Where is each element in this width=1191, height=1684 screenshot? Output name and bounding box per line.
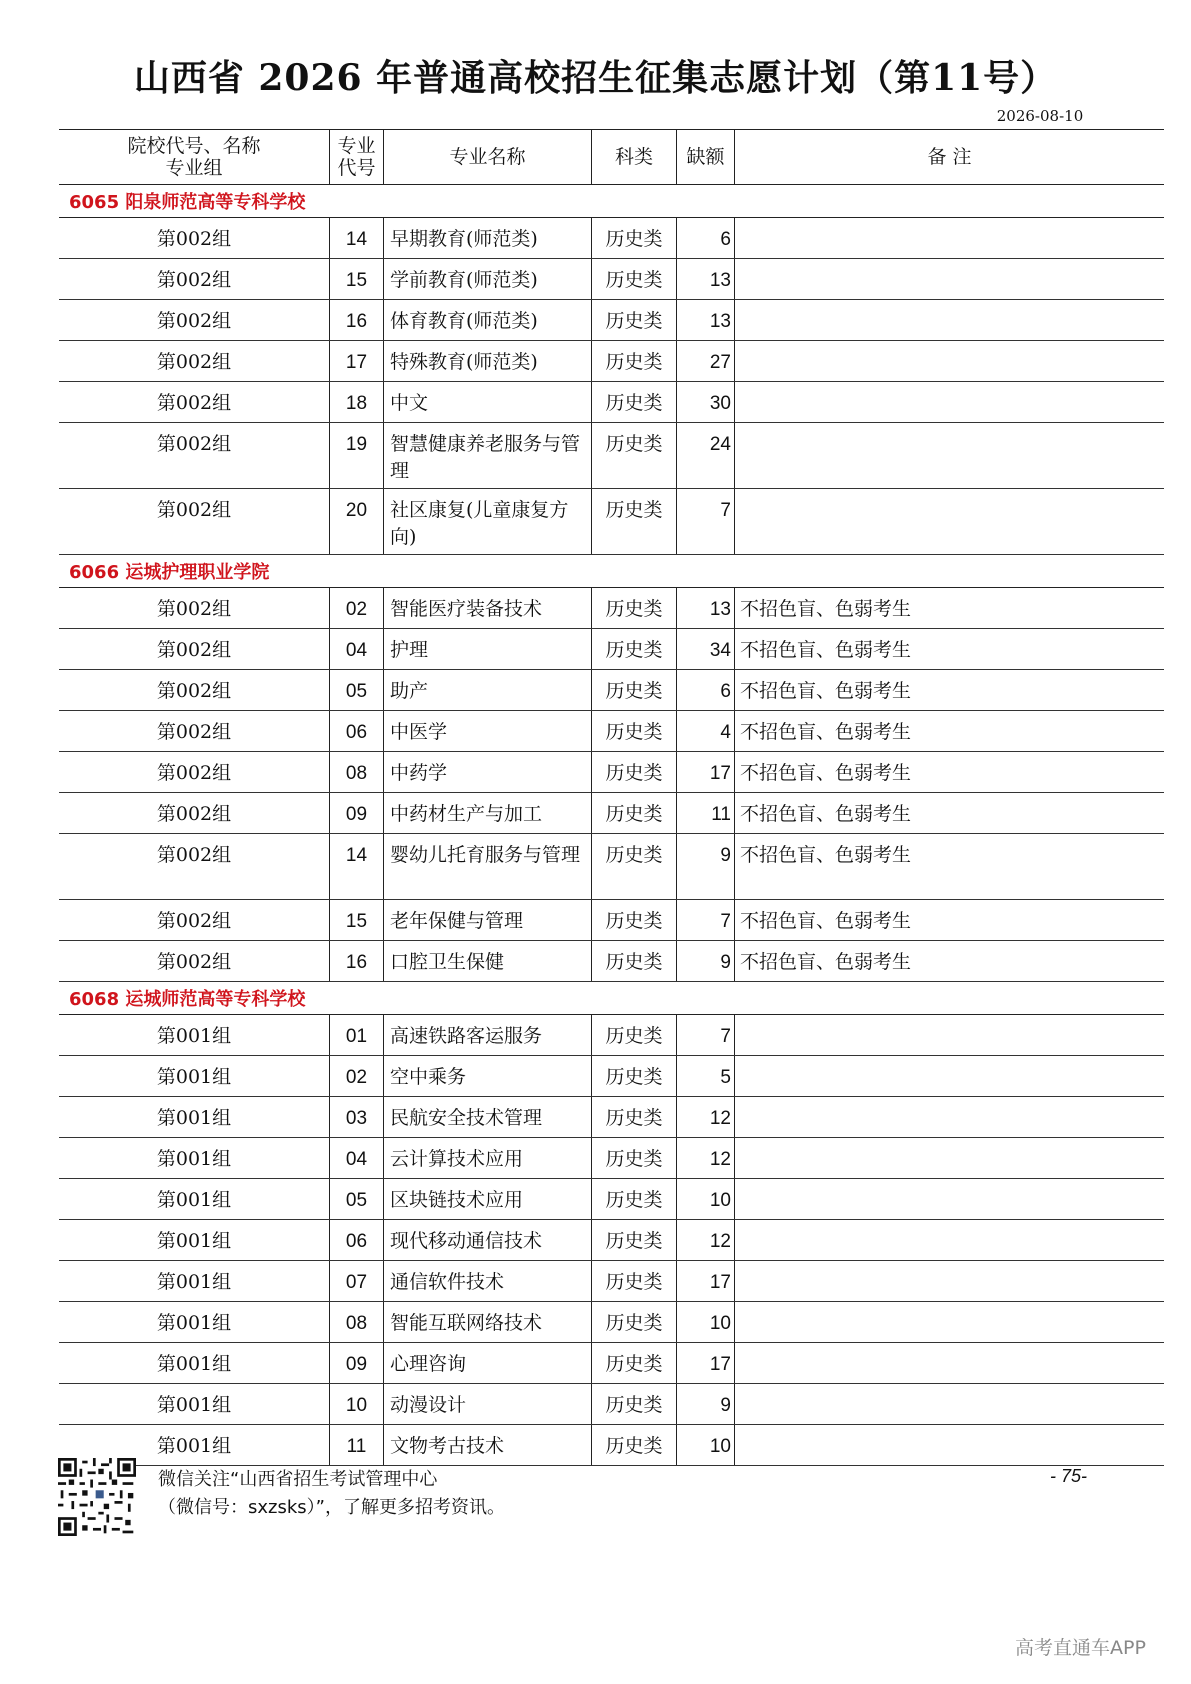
quota-cell: 12 [677,1097,735,1137]
major-code-cell: 10 [330,1384,384,1424]
remarks-cell [735,218,1164,258]
remarks-cell: 不招色盲、色弱考生 [740,762,912,784]
table-row [59,900,1164,941]
category-cell: 历史类 [592,941,677,981]
major-name-cell: 社区康复(儿童康复方向) [384,489,592,554]
group-cell: 第001组 [59,1179,330,1219]
table-row [59,1343,1164,1384]
quota-cell: 30 [677,382,735,422]
table-row [59,1302,1164,1343]
remarks-cell: 不招色盲、色弱考生 [740,803,912,825]
major-name-cell: 现代移动通信技术 [384,1220,592,1260]
group-cell: 第001组 [59,1138,330,1178]
table-header [59,129,1164,185]
major-name-cell: 区块链技术应用 [384,1179,592,1219]
group-cell: 第002组 [59,752,330,792]
group-cell: 第002组 [59,259,330,299]
major-code-cell: 19 [330,423,384,488]
major-name-cell: 通信软件技术 [384,1261,592,1301]
category-cell: 历史类 [592,1138,677,1178]
page-title: 山西省 2026 年普通高校招生征集志愿计划（第11号） [133,57,1058,99]
major-name-cell: 高速铁路客运服务 [384,1015,592,1055]
major-code-cell: 16 [330,300,384,340]
quota-cell: 7 [677,900,735,940]
header-remarks: 备 注 [927,146,972,168]
category-cell: 历史类 [592,1056,677,1096]
category-cell: 历史类 [592,1179,677,1219]
group-cell: 第002组 [59,382,330,422]
header-major-code-text: 专业 代号 [337,135,376,179]
table-row [59,423,1164,489]
category-cell: 历史类 [592,670,677,710]
category-cell: 历史类 [592,711,677,751]
table-row [59,941,1164,982]
remarks-cell: 不招色盲、色弱考生 [740,639,912,661]
remarks-cell [735,1220,1164,1260]
group-cell: 第002组 [59,300,330,340]
header-category: 科类 [592,130,677,184]
major-name-cell: 文物考古技术 [384,1425,592,1465]
quota-cell: 10 [677,1302,735,1342]
table-row [59,1425,1164,1466]
major-code-cell: 17 [330,341,384,381]
quota-cell: 13 [677,259,735,299]
major-name-cell: 助产 [384,670,592,710]
table-row [59,489,1164,555]
group-cell: 第001组 [59,1384,330,1424]
group-cell: 第002组 [59,941,330,981]
category-cell: 历史类 [592,259,677,299]
table-row [59,341,1164,382]
quota-cell: 10 [677,1425,735,1465]
remarks-cell [735,1384,1164,1424]
remarks-cell [735,489,1164,554]
school-section-header: 6068 运城师范高等专科学校 [59,982,1164,1015]
quota-cell: 17 [677,752,735,792]
page-number: - 75- [1050,1466,1088,1486]
group-cell: 第002组 [59,629,330,669]
quota-cell: 9 [677,941,735,981]
remarks-cell [735,423,1164,488]
table-row [59,711,1164,752]
remarks-cell [735,1015,1164,1055]
quota-cell: 17 [677,1261,735,1301]
category-cell: 历史类 [592,423,677,488]
header-school-group [59,130,330,184]
table-body [59,185,1164,1466]
table-row [59,1097,1164,1138]
group-cell: 第002组 [59,423,330,488]
major-name-cell: 智能医疗装备技术 [384,588,592,628]
table-row [59,1261,1164,1302]
major-code-cell: 05 [330,1179,384,1219]
quota-cell: 12 [677,1138,735,1178]
group-cell: 第002组 [59,341,330,381]
table-row [59,834,1164,900]
major-name-cell: 学前教育(师范类) [384,259,592,299]
quota-cell: 6 [677,218,735,258]
group-cell: 第001组 [59,1097,330,1137]
category-cell: 历史类 [592,752,677,792]
category-cell: 历史类 [592,382,677,422]
table-row [59,382,1164,423]
major-name-cell: 中文 [384,382,592,422]
group-cell: 第002组 [59,711,330,751]
group-cell: 第001组 [59,1343,330,1383]
header-quota: 缺额 [677,130,735,184]
table-row [59,1179,1164,1220]
category-cell: 历史类 [592,1425,677,1465]
category-cell: 历史类 [592,1220,677,1260]
group-cell: 第002组 [59,793,330,833]
quota-cell: 10 [677,1179,735,1219]
category-cell: 历史类 [592,1343,677,1383]
quota-cell: 24 [677,423,735,488]
major-code-cell: 09 [330,1343,384,1383]
major-code-cell: 15 [330,900,384,940]
table-row [59,259,1164,300]
quota-cell: 4 [677,711,735,751]
remarks-cell [735,382,1164,422]
table-row [59,1220,1164,1261]
footer-line-2: （微信号：sxzsks）”，了解更多招考资讯。 [158,1497,505,1518]
category-cell: 历史类 [592,1261,677,1301]
major-code-cell: 08 [330,752,384,792]
group-cell: 第001组 [59,1015,330,1055]
group-cell: 第002组 [59,834,330,899]
remarks-cell [735,1179,1164,1219]
group-cell: 第002组 [59,588,330,628]
major-name-cell: 护理 [384,629,592,669]
watermark: 高考直通车APP [1015,1637,1146,1659]
remarks-cell [735,1138,1164,1178]
major-name-cell: 口腔卫生保健 [384,941,592,981]
major-code-cell: 07 [330,1261,384,1301]
major-code-cell: 04 [330,1138,384,1178]
enrollment-table [59,129,1164,1466]
group-cell: 第002组 [59,218,330,258]
category-cell: 历史类 [592,834,677,899]
table-row [59,588,1164,629]
qr-code-icon [58,1458,136,1536]
major-name-cell: 中药材生产与加工 [384,793,592,833]
major-code-cell: 08 [330,1302,384,1342]
major-name-cell: 智慧健康养老服务与管理 [384,423,592,488]
remarks-cell: 不招色盲、色弱考生 [740,951,912,973]
group-cell: 第002组 [59,670,330,710]
major-code-cell: 14 [330,834,384,899]
quota-cell: 9 [677,1384,735,1424]
category-cell: 历史类 [592,341,677,381]
quota-cell: 7 [677,489,735,554]
table-row [59,300,1164,341]
major-code-cell: 20 [330,489,384,554]
quota-cell: 7 [677,1015,735,1055]
quota-cell: 6 [677,670,735,710]
group-cell: 第001组 [59,1425,330,1465]
publish-date: 2026-08-10 [996,107,1084,125]
remarks-cell [735,1343,1164,1383]
group-cell: 第001组 [59,1220,330,1260]
table-row [59,670,1164,711]
major-name-cell: 特殊教育(师范类) [384,341,592,381]
quota-cell: 12 [677,1220,735,1260]
major-code-cell: 05 [330,670,384,710]
category-cell: 历史类 [592,793,677,833]
major-code-cell: 09 [330,793,384,833]
major-code-cell: 06 [330,711,384,751]
remarks-cell [735,1097,1164,1137]
remarks-cell [735,259,1164,299]
header-school-group-text: 院校代号、名称 专业组 [127,135,261,179]
major-name-cell: 体育教育(师范类) [384,300,592,340]
major-code-cell: 15 [330,259,384,299]
remarks-cell [735,1056,1164,1096]
major-code-cell: 03 [330,1097,384,1137]
major-name-cell: 心理咨询 [384,1343,592,1383]
remarks-cell: 不招色盲、色弱考生 [740,680,912,702]
major-name-cell: 老年保健与管理 [384,900,592,940]
major-name-cell: 动漫设计 [384,1384,592,1424]
quota-cell: 34 [677,629,735,669]
header-major-code [330,130,384,184]
footer-note [158,1466,505,1522]
major-code-cell: 11 [330,1425,384,1465]
remarks-cell: 不招色盲、色弱考生 [740,598,912,620]
table-row [59,1138,1164,1179]
table-row [59,629,1164,670]
header-major-name: 专业名称 [384,130,592,184]
major-name-cell: 早期教育(师范类) [384,218,592,258]
table-row [59,793,1164,834]
major-code-cell: 01 [330,1015,384,1055]
category-cell: 历史类 [592,300,677,340]
major-name-cell: 空中乘务 [384,1056,592,1096]
group-cell: 第001组 [59,1302,330,1342]
major-code-cell: 02 [330,588,384,628]
quota-cell: 27 [677,341,735,381]
group-cell: 第001组 [59,1261,330,1301]
school-section-header: 6066 运城护理职业学院 [59,555,1164,588]
quota-cell: 5 [677,1056,735,1096]
major-name-cell: 中医学 [384,711,592,751]
major-code-cell: 02 [330,1056,384,1096]
quota-cell: 17 [677,1343,735,1383]
major-code-cell: 06 [330,1220,384,1260]
table-row [59,1384,1164,1425]
category-cell: 历史类 [592,900,677,940]
category-cell: 历史类 [592,1097,677,1137]
remarks-cell: 不招色盲、色弱考生 [740,910,912,932]
category-cell: 历史类 [592,1302,677,1342]
remarks-cell: 不招色盲、色弱考生 [740,844,912,866]
quota-cell: 9 [677,834,735,899]
table-row [59,218,1164,259]
major-code-cell: 04 [330,629,384,669]
remarks-cell [735,1261,1164,1301]
group-cell: 第001组 [59,1056,330,1096]
major-name-cell: 云计算技术应用 [384,1138,592,1178]
quota-cell: 11 [677,793,735,833]
remarks-cell [735,1302,1164,1342]
major-code-cell: 14 [330,218,384,258]
remarks-cell [735,1425,1164,1465]
major-name-cell: 中药学 [384,752,592,792]
major-code-cell: 18 [330,382,384,422]
group-cell: 第002组 [59,900,330,940]
category-cell: 历史类 [592,218,677,258]
quota-cell: 13 [677,588,735,628]
remarks-cell: 不招色盲、色弱考生 [740,721,912,743]
remarks-cell [735,341,1164,381]
category-cell: 历史类 [592,588,677,628]
major-name-cell: 智能互联网络技术 [384,1302,592,1342]
table-row [59,1015,1164,1056]
major-name-cell: 民航安全技术管理 [384,1097,592,1137]
major-name-cell: 婴幼儿托育服务与管理 [384,834,592,899]
remarks-cell [735,300,1164,340]
category-cell: 历史类 [592,629,677,669]
school-section-header: 6065 阳泉师范高等专科学校 [59,185,1164,218]
category-cell: 历史类 [592,1015,677,1055]
category-cell: 历史类 [592,489,677,554]
footer-line-1: 微信关注“山西省招生考试管理中心 [158,1469,438,1490]
group-cell: 第002组 [59,489,330,554]
table-row [59,752,1164,793]
quota-cell: 13 [677,300,735,340]
major-code-cell: 16 [330,941,384,981]
table-row [59,1056,1164,1097]
category-cell: 历史类 [592,1384,677,1424]
